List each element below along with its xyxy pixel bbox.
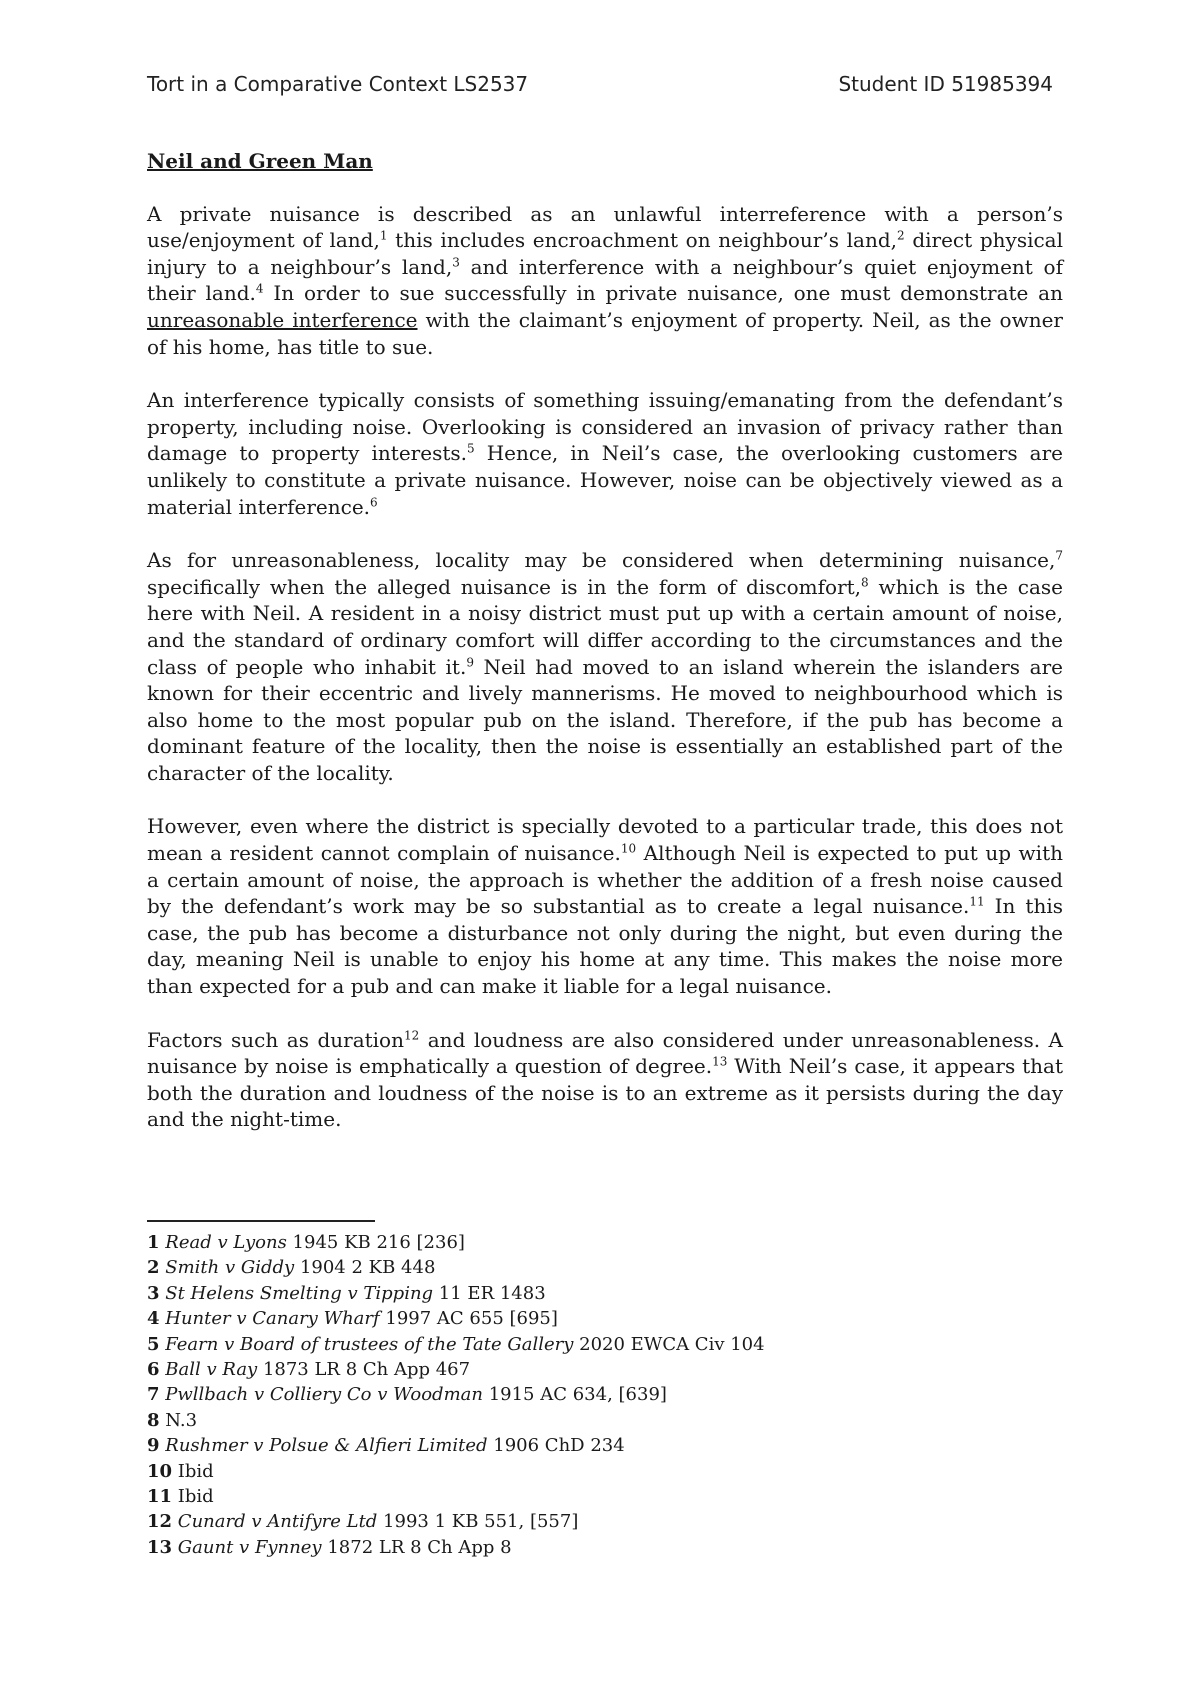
footnote-citation: N.3 [165,1409,198,1431]
footnote-citation: 1873 LR 8 Ch App 467 [257,1359,471,1381]
paragraph-text: with the claimant’s enjoyment of property. Neil, as the owner of his home, has title to sue. [147,307,1063,359]
footnote-citation: Ibid [177,1460,214,1482]
footnote-reference[interactable]: 10 [620,841,637,856]
footnote-case-name: Hunter v Canary Wharf [165,1308,380,1330]
footnote-case-name: Pwllbach v Colliery Co v Woodman [165,1384,483,1406]
footnote-reference[interactable]: 8 [861,575,869,590]
footnotes-list [147,1230,1047,1560]
essay-title: Neil and Green Man [147,149,373,173]
essay-paragraphs [147,201,1063,1133]
paragraph [147,387,1063,520]
footnote-citation: Ibid [177,1486,214,1508]
footnote-separator [147,1220,375,1222]
footnote-reference[interactable]: 7 [1055,548,1063,563]
footnote-number: 11 [147,1486,173,1508]
footnote-number: 3 [147,1282,160,1304]
footnote-case-name: Gaunt v Fynney [177,1536,322,1558]
footnote [147,1408,1047,1433]
paragraph-text: A private nuisance is described as an unlawful interreference with a person’s use/enjoyment of land, [147,201,1063,253]
footnote-number: 2 [147,1257,160,1279]
paragraph-text: In this case, the pub has become a disturbance not only during the night, but even during the day, meaning Neil is unable to enjoy his home at any time. This makes the noise more than expected for a pub and can make it liable for a legal nuisance. [147,894,1063,999]
paragraph-text: unreasonable interference [147,307,418,332]
paragraph-text: Hence, in Neil’s case, the overlooking customers are unlikely to constitute a private nuisance. However, noise can be objectively viewed as a material interference. [147,441,1064,519]
paragraph-text: With Neil’s case, it appears that both the duration and loudness of the noise is to an extreme as it persists during the day and the night-time. [147,1054,1063,1132]
footnote-number: 8 [147,1409,160,1431]
footnote-reference[interactable]: 9 [466,654,474,669]
footnote-case-name: Fearn v Board of trustees of the Tate Gallery [165,1333,574,1355]
footnote-number: 1 [147,1232,160,1253]
paragraph [147,813,1063,999]
footnote [147,1306,1047,1331]
footnote-reference[interactable]: 13 [712,1054,728,1069]
footnote-number: 5 [147,1333,160,1355]
paragraph [147,201,1063,361]
footnote-citation: 1915 AC 634, [639] [482,1384,667,1406]
footnote-reference[interactable]: 12 [403,1027,420,1042]
footnote-number: 12 [147,1511,173,1533]
header-student-id: Student ID 51985394 [838,72,1053,96]
page-header [147,72,1053,96]
paragraph-text: and interference with a neighbour’s quiet enjoyment of their land. [147,254,1064,306]
footnote-number: 9 [147,1435,160,1457]
footnote-case-name: Cunard v Antifyre Ltd [177,1511,378,1533]
footnote-reference[interactable]: 1 [379,228,388,243]
footnote-citation: 1904 2 KB 448 [294,1257,436,1279]
footnote [147,1332,1047,1357]
footnote-case-name: Smith v Giddy [165,1257,295,1279]
footnote-reference[interactable]: 2 [897,228,905,243]
footnote [147,1281,1047,1306]
paragraph [147,547,1063,786]
footnote-citation: 1997 AC 655 [695] [379,1308,558,1330]
footnote-reference[interactable]: 3 [452,255,460,270]
paragraph-text: direct physical injury to a neighbour’s land, [147,228,1064,279]
footnote-number: 4 [147,1308,160,1330]
footnote-reference[interactable]: 5 [467,441,475,456]
footnote-number: 6 [147,1359,160,1381]
header-course-title: Tort in a Comparative Context LS2537 [147,72,529,96]
footnote-case-name: Read v Lyons [165,1232,287,1253]
paragraph-text: Neil had moved to an island wherein the islanders are known for their eccentric and lively mannerisms. He moved to neighbourhood which is also home to the most popular pub on the island. Therefore, if the pub has become a dominant feature of the locality, then the noise is essentially an established part of the character of the locality. [147,654,1063,785]
paragraph-text: As for unreasonableness, locality may be considered when determining nuisance, [147,548,1056,573]
footnote-number: 7 [147,1384,160,1406]
footnote-citation: 1872 LR 8 Ch App 8 [321,1536,512,1558]
paragraph-text: Factors such as duration [147,1027,404,1052]
footnote [147,1255,1047,1280]
footnote-case-name: Rushmer v Polsue & Alfieri Limited [165,1435,488,1457]
footnote-citation: 11 ER 1483 [433,1282,546,1304]
footnote-case-name: Ball v Ray [165,1359,258,1381]
paragraph-text: An interference typically consists of something issuing/emanating from the defendant’s property, including noise. Overlooking is considered an invasion of privacy rather than damage to property interests. [147,388,1063,466]
paragraph-text: and loudness are also considered under unreasonableness. A nuisance by noise is emphatically a question of degree. [147,1027,1063,1079]
footnote [147,1484,1047,1509]
paragraph-text: which is the case here with Neil. A resident in a noisy district must put up with a certain amount of noise, and the standard of ordinary comfort will differ according to the circumstances and the class of people who inhabit it. [147,574,1064,679]
footnote [147,1382,1047,1407]
footnote-citation: 1906 ChD 234 [487,1435,625,1457]
footnote-reference[interactable]: 4 [255,281,264,296]
footnote-citation: 1945 KB 216 [236] [286,1232,465,1253]
document-body [147,148,1063,1160]
footnote-number: 10 [147,1460,173,1482]
paragraph-text: In order to sue successfully in private nuisance, one must demonstrate an [263,281,1063,306]
paragraph-text: specifically when the alleged nuisance is in the form of discomfort, [147,574,862,599]
paragraph-text: Although Neil is expected to put up with a certain amount of noise, the approach is whether the addition of a fresh noise caused by the defendant’s work may be so substantial as to create a legal nuisance. [147,841,1063,919]
footnote [147,1230,1047,1255]
footnote-case-name: St Helens Smelting v Tipping [165,1282,434,1304]
footnote [147,1433,1047,1458]
footnote [147,1509,1047,1534]
paragraph-text: this includes encroachment on neighbour’s land, [387,228,898,253]
footnote [147,1535,1047,1560]
footnote-reference[interactable]: 11 [969,894,985,909]
footnote-reference[interactable]: 6 [370,494,378,509]
footnote-citation: 2020 EWCA Civ 104 [573,1333,765,1355]
footnote-number: 13 [147,1536,173,1558]
footnote-citation: 1993 1 KB 551, [557] [377,1511,579,1533]
paragraph-text: However, even where the district is specially devoted to a particular trade, this does not mean a resident cannot complain of nuisance. [147,814,1063,866]
paragraph [147,1027,1063,1133]
footnote [147,1459,1047,1484]
footnote [147,1357,1047,1382]
